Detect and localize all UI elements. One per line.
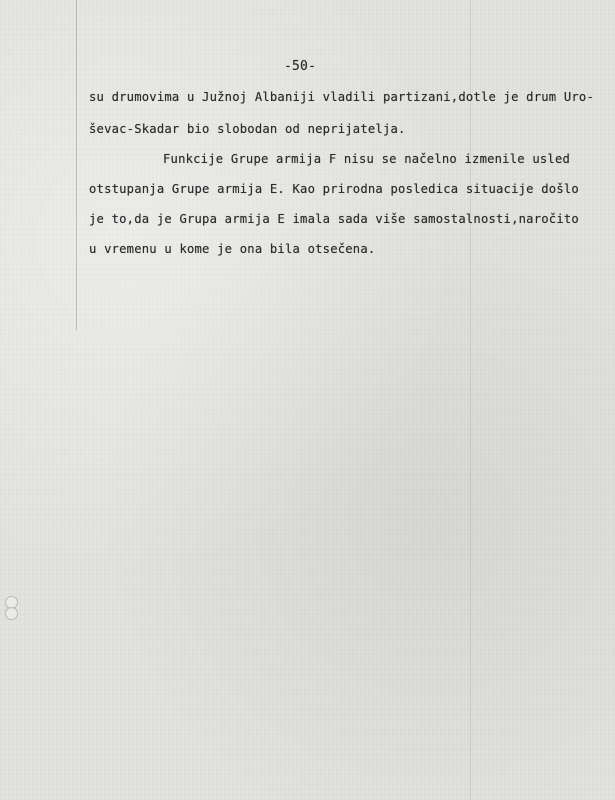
text-line: je to,da je Grupa armija E imala sada više samostalnosti,naročito (89, 212, 579, 226)
text-line: u vremenu u kome je ona bila otsečena. (89, 242, 376, 256)
text-line: otstupanja Grupe armija E. Kao prirodna posledica situacije došlo (89, 182, 579, 196)
margin-line (76, 0, 77, 330)
text-line: ševac-Skadar bio slobodan od neprijatelja. (89, 122, 406, 136)
page-number: -50- (284, 59, 317, 74)
fold-line (470, 0, 471, 800)
text-line: Funkcije Grupe armija F nisu se načelno izmenile usled (163, 152, 571, 166)
punch-hole (5, 607, 18, 620)
text-line: su drumovima u Južnoj Albaniji vladili partizani,dotle je drum Uro- (89, 90, 595, 104)
